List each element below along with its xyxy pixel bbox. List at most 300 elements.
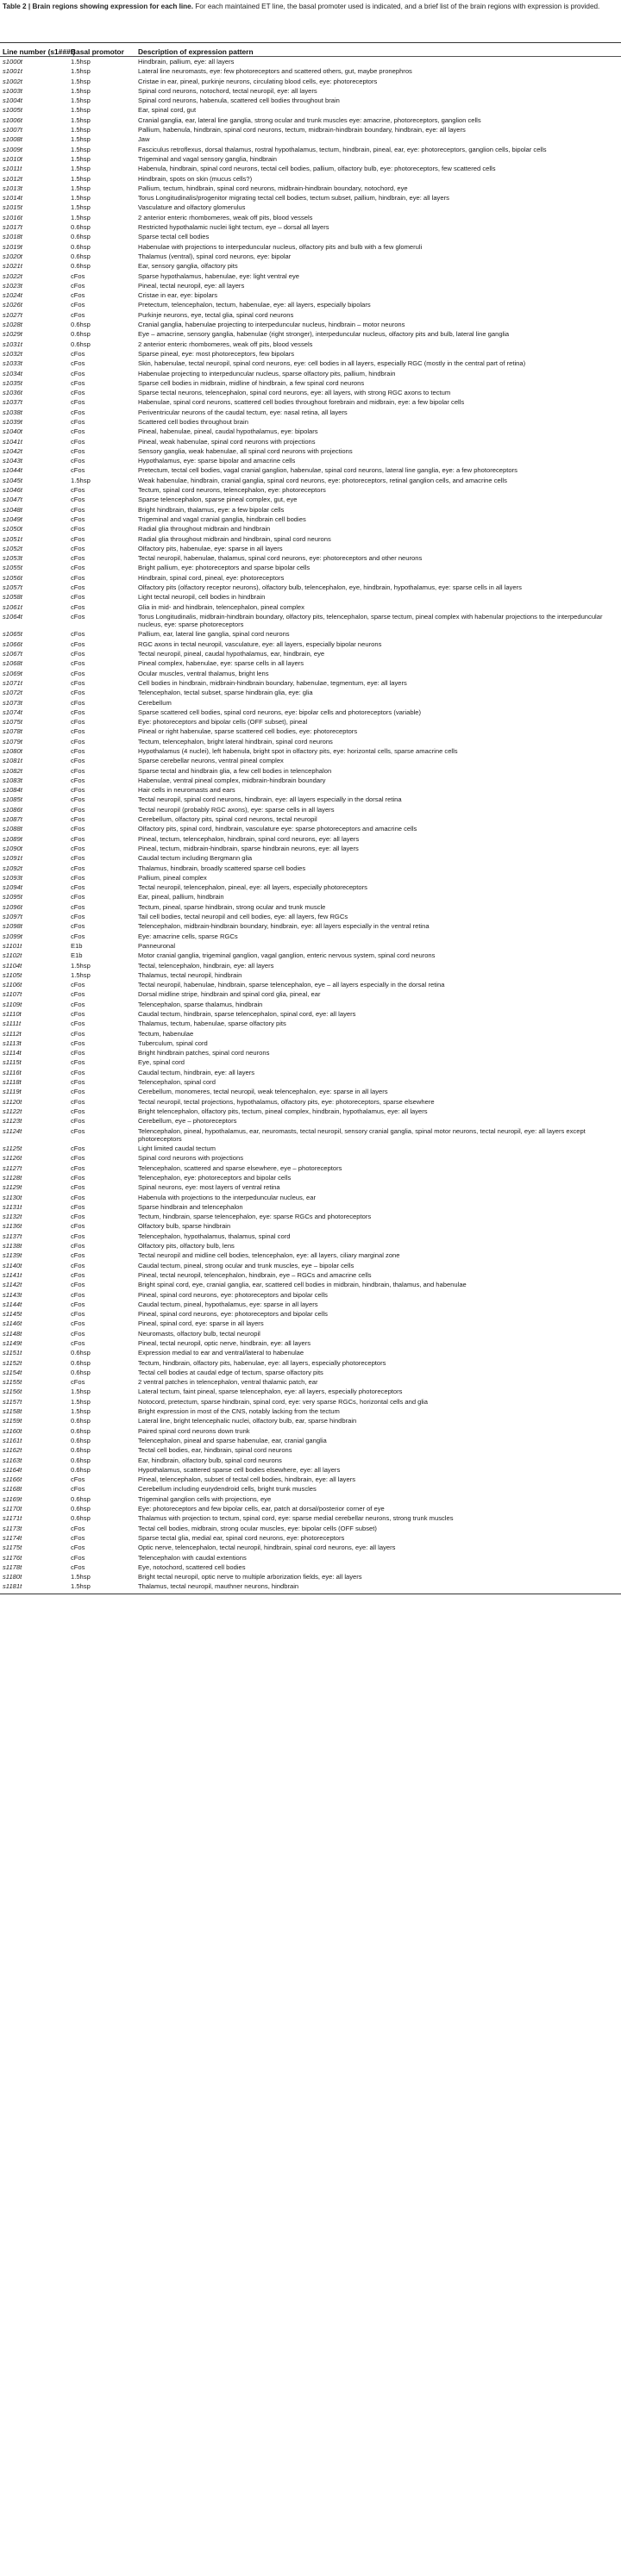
line-number-cell: s1058t bbox=[3, 593, 22, 602]
line-number-cell: s1067t bbox=[3, 650, 22, 658]
basal-promoter-cell: 1.5hsp bbox=[71, 97, 91, 105]
line-number-cell: s1091t bbox=[3, 854, 22, 863]
expression-pattern-cell: Olfactory pits, olfactory bulb, lens bbox=[138, 1242, 235, 1251]
basal-promoter-cell: cFos bbox=[71, 301, 85, 309]
basal-promoter-cell: cFos bbox=[71, 417, 85, 426]
line-number-cell: s1175t bbox=[3, 1544, 22, 1552]
table-row bbox=[0, 1251, 621, 1261]
table-row bbox=[0, 58, 621, 67]
table-row bbox=[0, 1534, 621, 1544]
expression-pattern-cell: Eye, spinal cord bbox=[138, 1058, 185, 1067]
table-row bbox=[0, 1069, 621, 1078]
expression-pattern-cell: Motor cranial ganglia, trigeminal ganglion, vagal ganglion, enteric nervous system, spinal cord neurons bbox=[138, 951, 436, 960]
table-row bbox=[0, 466, 621, 476]
line-number-cell: s1123t bbox=[3, 1117, 22, 1126]
expression-pattern-cell: Eye: photoreceptors and bipolar cells (OFF subset), pineal bbox=[138, 718, 308, 727]
table-row bbox=[0, 718, 621, 727]
table-row bbox=[0, 477, 621, 486]
expression-pattern-cell: Pallium, habenula, hindbrain, spinal cord neurons, tectum, midbrain-hindbrain boundary, hindbrain, eye: all layers bbox=[138, 126, 466, 134]
table-row bbox=[0, 1203, 621, 1213]
expression-pattern-cell: Pineal, tectum, midbrain-hindbrain, sparse hindbrain neurons, eye: all layers bbox=[138, 844, 359, 852]
expression-pattern-cell: Hindbrain, spots on skin (mucus cells?) bbox=[138, 174, 253, 183]
expression-pattern-cell: Cristae in ear, pineal, purkinje neurons, circulating blood cells, eye: photoreceptors bbox=[138, 77, 378, 85]
table-row bbox=[0, 175, 621, 184]
line-number-cell: s1166t bbox=[3, 1475, 22, 1484]
basal-promoter-cell: 1.5hsp bbox=[71, 203, 91, 212]
table-row bbox=[0, 233, 621, 242]
line-number-cell: s1104t bbox=[3, 961, 22, 970]
line-number-cell: s1008t bbox=[3, 135, 22, 144]
basal-promoter-cell: cFos bbox=[71, 1485, 85, 1494]
basal-promoter-cell: 0.6hsp bbox=[71, 252, 91, 260]
line-number-cell: s1101t bbox=[3, 941, 22, 950]
basal-promoter-cell: cFos bbox=[71, 1339, 85, 1347]
basal-promoter-cell: cFos bbox=[71, 737, 85, 745]
line-number-cell: s1169t bbox=[3, 1494, 22, 1503]
basal-promoter-cell: 1.5hsp bbox=[71, 476, 91, 484]
line-number-cell: s1024t bbox=[3, 291, 22, 300]
line-number-cell: s1061t bbox=[3, 602, 22, 611]
expression-pattern-cell: Habenula with projections to the interpeduncular nucleus, ear bbox=[138, 1193, 317, 1201]
table-row bbox=[0, 767, 621, 777]
table-row bbox=[0, 1154, 621, 1163]
expression-pattern-cell: Ear, hindbrain, olfactory bulb, spinal cord neurons bbox=[138, 1456, 282, 1464]
line-number-cell: s1022t bbox=[3, 271, 22, 280]
basal-promoter-cell: cFos bbox=[71, 1310, 85, 1319]
line-number-cell: s1093t bbox=[3, 873, 22, 882]
table-row bbox=[0, 1495, 621, 1505]
table-row bbox=[0, 613, 621, 631]
table-row bbox=[0, 311, 621, 321]
expression-pattern-cell: Pineal, tectal neuropil, optic nerve, hindbrain, eye: all layers bbox=[138, 1339, 311, 1347]
basal-promoter-cell: cFos bbox=[71, 1281, 85, 1289]
table-row bbox=[0, 496, 621, 505]
expression-pattern-cell: Bright spinal cord, eye, cranial ganglia, ear, scattered cell bodies in midbrain, hindbrain, thalamus, and habenulae bbox=[138, 1281, 467, 1289]
table-row bbox=[0, 203, 621, 213]
header-rule bbox=[0, 56, 621, 57]
basal-promoter-cell: cFos bbox=[71, 1261, 85, 1269]
table-row bbox=[0, 1505, 621, 1514]
line-number-cell: s1090t bbox=[3, 844, 22, 852]
table-row bbox=[0, 1281, 621, 1290]
table-row bbox=[0, 1466, 621, 1475]
expression-pattern-cell: Habenula, hindbrain, spinal cord neurons, tectal cell bodies, pallium, olfactory bulb, eye: photoreceptors, few scattered cells bbox=[138, 165, 496, 173]
basal-promoter-cell: 1.5hsp bbox=[71, 135, 91, 144]
basal-promoter-cell: 1.5hsp bbox=[71, 106, 91, 115]
table-row bbox=[0, 1554, 621, 1563]
expression-pattern-cell: Caudal tectum including Bergmann glia bbox=[138, 854, 253, 863]
basal-promoter-cell: cFos bbox=[71, 593, 85, 602]
table-row bbox=[0, 340, 621, 350]
table-row bbox=[0, 194, 621, 203]
table-row bbox=[0, 864, 621, 874]
table-row bbox=[0, 1544, 621, 1553]
basal-promoter-cell: cFos bbox=[71, 1242, 85, 1251]
basal-promoter-cell: cFos bbox=[71, 1039, 85, 1047]
expression-pattern-cell: Tuberculum, spinal cord bbox=[138, 1039, 208, 1047]
basal-promoter-cell: 1.5hsp bbox=[71, 77, 91, 85]
basal-promoter-cell: cFos bbox=[71, 486, 85, 495]
line-number-cell: s1038t bbox=[3, 408, 22, 416]
expression-pattern-cell: Telencephalon, tectal subset, sparse hindbrain glia, eye: glia bbox=[138, 689, 313, 697]
expression-pattern-cell: Optic nerve, telencephalon, tectal neuropil, hindbrain, spinal cord neurons, eye: all layers bbox=[138, 1544, 396, 1552]
table-row bbox=[0, 1058, 621, 1068]
line-number-cell: s1174t bbox=[3, 1533, 22, 1542]
line-number-cell: s1114t bbox=[3, 1049, 22, 1057]
table-row bbox=[0, 1213, 621, 1222]
line-number-cell: s1163t bbox=[3, 1456, 22, 1464]
table-row bbox=[0, 1291, 621, 1300]
table-row bbox=[0, 1349, 621, 1358]
expression-pattern-cell: Pallium, ear, lateral line ganglia, spinal cord neurons bbox=[138, 630, 290, 639]
basal-promoter-cell: cFos bbox=[71, 1183, 85, 1192]
table-row bbox=[0, 630, 621, 639]
line-number-cell: s1130t bbox=[3, 1193, 22, 1201]
basal-promoter-cell: cFos bbox=[71, 369, 85, 377]
line-number-cell: s1152t bbox=[3, 1358, 22, 1367]
basal-promoter-cell: cFos bbox=[71, 1544, 85, 1552]
basal-promoter-cell: 1.5hsp bbox=[71, 165, 91, 173]
line-number-cell: s1020t bbox=[3, 252, 22, 260]
expression-pattern-cell: Thalamus (ventral), spinal cord neurons, eye: bipolar bbox=[138, 252, 292, 260]
expression-pattern-cell: Cerebellum, olfactory pits, spinal cord neurons, tectal neuropil bbox=[138, 815, 317, 824]
basal-promoter-cell: cFos bbox=[71, 408, 85, 416]
expression-pattern-cell: Neuromasts, olfactory bulb, tectal neuropil bbox=[138, 1329, 260, 1338]
line-number-cell: s1017t bbox=[3, 223, 22, 232]
basal-promoter-cell: cFos bbox=[71, 786, 85, 795]
basal-promoter-cell: cFos bbox=[71, 1475, 85, 1484]
line-number-cell: s1110t bbox=[3, 1010, 22, 1018]
expression-pattern-cell: Sparse hypothalamus, habenulae, eye: light ventral eye bbox=[138, 271, 300, 280]
table-row bbox=[0, 1020, 621, 1029]
line-number-cell: s1046t bbox=[3, 486, 22, 495]
expression-pattern-cell: Tail cell bodies, tectal neuropil and cell bodies, eye: all layers, few RGCs bbox=[138, 913, 348, 921]
expression-pattern-cell: Vasculature and olfactory glomerulus bbox=[138, 203, 246, 212]
expression-pattern-cell: Pineal, spinal cord, eye: sparse in all layers bbox=[138, 1319, 264, 1328]
line-number-cell: s1164t bbox=[3, 1465, 22, 1474]
basal-promoter-cell: cFos bbox=[71, 427, 85, 436]
line-number-cell: s1148t bbox=[3, 1329, 22, 1338]
expression-pattern-cell: RGC axons in tectal neuropil, vasculature, eye: all layers, especially bipolar neurons bbox=[138, 639, 382, 648]
expression-pattern-cell: Caudal tectum, hindbrain, sparse telencephalon, spinal cord, eye: all layers bbox=[138, 1010, 356, 1018]
expression-pattern-cell: Pallium, tectum, hindbrain, spinal cord neurons, midbrain-hindbrain boundary, notochord, eye bbox=[138, 184, 408, 192]
basal-promoter-cell: cFos bbox=[71, 437, 85, 446]
table-row bbox=[0, 708, 621, 718]
table-row bbox=[0, 564, 621, 573]
line-number-cell: s1023t bbox=[3, 281, 22, 290]
expression-pattern-cell: Sparse hindbrain and telencephalon bbox=[138, 1202, 243, 1211]
table-row bbox=[0, 291, 621, 301]
expression-pattern-cell: Eye, notochord, scattered cell bodies bbox=[138, 1562, 246, 1571]
expression-pattern-cell: Tectal neuropil and midline cell bodies, telencephalon, eye: all layers, ciliary marginal zone bbox=[138, 1251, 400, 1260]
basal-promoter-cell: cFos bbox=[71, 805, 85, 814]
basal-promoter-cell: cFos bbox=[71, 378, 85, 387]
basal-promoter-cell: 1.5hsp bbox=[71, 126, 91, 134]
line-number-cell: s1032t bbox=[3, 349, 22, 358]
table-row bbox=[0, 1437, 621, 1446]
expression-pattern-cell: Glia in mid- and hindbrain, telencephalon, pineal complex bbox=[138, 602, 304, 611]
table-row bbox=[0, 116, 621, 126]
table-row bbox=[0, 282, 621, 291]
table-row bbox=[0, 486, 621, 496]
basal-promoter-cell: cFos bbox=[71, 573, 85, 582]
basal-promoter-cell: cFos bbox=[71, 496, 85, 504]
basal-promoter-cell: E1b bbox=[71, 941, 83, 950]
expression-pattern-cell: Habenulae with projections to interpeduncular nucleus, olfactory pits and bulb with a few glomeruli bbox=[138, 242, 423, 251]
expression-pattern-cell: Pineal complex, habenulae, eye: sparse cells in all layers bbox=[138, 659, 304, 668]
table-row bbox=[0, 350, 621, 359]
line-number-cell: s1033t bbox=[3, 359, 22, 368]
expression-table bbox=[0, 58, 621, 1593]
line-number-cell: s1078t bbox=[3, 727, 22, 736]
basal-promoter-cell: cFos bbox=[71, 1049, 85, 1057]
basal-promoter-cell: cFos bbox=[71, 883, 85, 892]
table-row bbox=[0, 1359, 621, 1369]
line-number-cell: s1004t bbox=[3, 97, 22, 105]
expression-pattern-cell: Hypothalamus, eye: sparse bipolar and amacrine cells bbox=[138, 457, 296, 465]
expression-pattern-cell: Tectal neuropil, spinal cord neurons, hindbrain, eye: all layers especially in the dorsal retina bbox=[138, 795, 402, 804]
expression-pattern-cell: Lateral line, bright telencephalic nuclei, olfactory bulb, ear, sparse hindbrain bbox=[138, 1417, 357, 1425]
basal-promoter-cell: cFos bbox=[71, 746, 85, 755]
line-number-cell: s1139t bbox=[3, 1251, 22, 1260]
line-number-cell: s1036t bbox=[3, 389, 22, 397]
basal-promoter-cell: cFos bbox=[71, 1270, 85, 1279]
line-number-cell: s1040t bbox=[3, 427, 22, 436]
basal-promoter-cell: cFos bbox=[71, 612, 85, 621]
expression-pattern-cell: Sparse cerebellar neurons, ventral pineal complex bbox=[138, 757, 284, 765]
line-number-cell: s1171t bbox=[3, 1514, 22, 1523]
line-number-cell: s1142t bbox=[3, 1281, 22, 1289]
basal-promoter-cell: cFos bbox=[71, 795, 85, 804]
basal-promoter-cell: cFos bbox=[71, 271, 85, 280]
line-number-cell: s1072t bbox=[3, 689, 22, 697]
table-row bbox=[0, 146, 621, 155]
table-row bbox=[0, 214, 621, 223]
expression-pattern-cell: Ear, spinal cord, gut bbox=[138, 106, 197, 115]
expression-pattern-cell: Tectal neuropil, tectal projections, hypothalamus, olfactory pits, eye: photoreceptors, sparse elsewhere bbox=[138, 1097, 435, 1106]
expression-pattern-cell: Olfactory pits (olfactory receptor neurons), olfactory bulb, telencephalon, eye, hindbrain, hypothalamus, eye: sparse cells in all layers bbox=[138, 583, 522, 592]
line-number-cell: s1144t bbox=[3, 1300, 22, 1308]
line-number-cell: s1105t bbox=[3, 970, 22, 979]
basal-promoter-cell: 1.5hsp bbox=[71, 970, 91, 979]
table-row bbox=[0, 184, 621, 194]
line-number-cell: s1015t bbox=[3, 203, 22, 212]
basal-promoter-cell: cFos bbox=[71, 1232, 85, 1240]
line-number-cell: s1049t bbox=[3, 515, 22, 523]
basal-promoter-cell: cFos bbox=[71, 1010, 85, 1018]
expression-pattern-cell: Hair cells in neuromasts and ears bbox=[138, 786, 235, 795]
line-number-cell: s1119t bbox=[3, 1088, 22, 1096]
table-row bbox=[0, 165, 621, 174]
line-number-cell: s1002t bbox=[3, 77, 22, 85]
expression-pattern-cell: Habenulae projecting to interpeduncular nucleus, sparse olfactory pits, pallium, hindbrain bbox=[138, 369, 396, 377]
expression-pattern-cell: Hypothalamus, scattered sparse cell bodies elsewhere, eye: all layers bbox=[138, 1465, 341, 1474]
line-number-cell: s1143t bbox=[3, 1290, 22, 1299]
basal-promoter-cell: cFos bbox=[71, 1213, 85, 1221]
basal-promoter-cell: cFos bbox=[71, 281, 85, 290]
expression-pattern-cell: Expression medial to ear and ventral/lateral to habenulae bbox=[138, 1349, 304, 1357]
caption-text: For each maintained ET line, the basal promoter used is indicated, and a brief list of the brain regions with expression is provided. bbox=[192, 3, 600, 10]
basal-promoter-cell: 1.5hsp bbox=[71, 154, 91, 163]
expression-pattern-cell: Telencephalon, scattered and sparse elsewhere, eye – photoreceptors bbox=[138, 1163, 342, 1172]
table-row bbox=[0, 593, 621, 602]
line-number-cell: s1018t bbox=[3, 233, 22, 241]
basal-promoter-cell: cFos bbox=[71, 815, 85, 824]
line-number-cell: s1041t bbox=[3, 437, 22, 446]
line-number-cell: s1161t bbox=[3, 1436, 22, 1444]
expression-pattern-cell: Pineal, tectal neuropil, telencephalon, hindbrain, eye – RGCs and amacrine cells bbox=[138, 1270, 372, 1279]
line-number-cell: s1151t bbox=[3, 1349, 22, 1357]
line-number-cell: s1027t bbox=[3, 310, 22, 319]
basal-promoter-cell: 0.6hsp bbox=[71, 1446, 91, 1455]
table-row bbox=[0, 1310, 621, 1319]
expression-pattern-cell: Tectum, pineal, sparse hindbrain, strong ocular and trunk muscle bbox=[138, 902, 326, 911]
expression-pattern-cell: Cerebellum bbox=[138, 698, 172, 707]
basal-promoter-cell: cFos bbox=[71, 1290, 85, 1299]
table-row bbox=[0, 272, 621, 282]
table-row bbox=[0, 321, 621, 330]
expression-pattern-cell: Caudal tectum, pineal, hypothalamus, eye: sparse in all layers bbox=[138, 1300, 318, 1308]
expression-pattern-cell: Habenulae, ventral pineal complex, midbrain-hindbrain boundary bbox=[138, 776, 326, 784]
basal-promoter-cell: cFos bbox=[71, 1088, 85, 1096]
expression-pattern-cell: Thalamus, tectum, habenulae, sparse olfactory pits bbox=[138, 1020, 286, 1028]
basal-promoter-cell: 1.5hsp bbox=[71, 86, 91, 95]
basal-promoter-cell: 1.5hsp bbox=[71, 58, 91, 65]
table-row bbox=[0, 1563, 621, 1573]
table-row bbox=[0, 874, 621, 883]
basal-promoter-cell: 1.5hsp bbox=[71, 213, 91, 221]
expression-pattern-cell: Purkinje neurons, eye, tectal glia, spinal cord neurons bbox=[138, 310, 294, 319]
basal-promoter-cell: cFos bbox=[71, 1107, 85, 1115]
expression-pattern-cell: Olfactory pits, habenulae, eye: sparse in all layers bbox=[138, 544, 283, 552]
table-row bbox=[0, 155, 621, 165]
table-row bbox=[0, 438, 621, 447]
table-row bbox=[0, 1030, 621, 1039]
expression-pattern-cell: Panneuronal bbox=[138, 941, 176, 950]
line-number-cell: s1112t bbox=[3, 1029, 22, 1038]
basal-promoter-cell: cFos bbox=[71, 1154, 85, 1163]
table-row bbox=[0, 1369, 621, 1378]
basal-promoter-cell: cFos bbox=[71, 554, 85, 563]
table-row bbox=[0, 97, 621, 106]
basal-promoter-cell: cFos bbox=[71, 1319, 85, 1328]
basal-promoter-cell: 1.5hsp bbox=[71, 1388, 91, 1396]
expression-pattern-cell: Tectal cell bodies, ear, hindbrain, spinal cord neurons bbox=[138, 1446, 292, 1455]
table-row bbox=[0, 457, 621, 466]
expression-pattern-cell: Scattered cell bodies throughout brain bbox=[138, 417, 248, 426]
table-row bbox=[0, 1319, 621, 1329]
table-row bbox=[0, 1407, 621, 1417]
expression-pattern-cell: Bright hindbrain, thalamus, eye: a few bipolar cells bbox=[138, 505, 285, 514]
table-row bbox=[0, 854, 621, 864]
basal-promoter-cell: 1.5hsp bbox=[71, 961, 91, 970]
table-row bbox=[0, 583, 621, 593]
table-row bbox=[0, 1398, 621, 1407]
table-row bbox=[0, 1127, 621, 1145]
table-row bbox=[0, 359, 621, 369]
expression-pattern-cell: Spinal neurons, eye: most layers of ventral retina bbox=[138, 1183, 280, 1192]
line-number-cell: s1095t bbox=[3, 893, 22, 901]
table-row bbox=[0, 727, 621, 737]
table-row bbox=[0, 747, 621, 757]
basal-promoter-cell: cFos bbox=[71, 1300, 85, 1308]
table-row bbox=[0, 1001, 621, 1010]
table-row bbox=[0, 427, 621, 437]
table-row bbox=[0, 738, 621, 747]
expression-pattern-cell: Telencephalon, midbrain-hindbrain boundary, hindbrain, eye: all layers especially in the ventral retina bbox=[138, 922, 430, 931]
expression-pattern-cell: Olfactory bulb, sparse hindbrain bbox=[138, 1222, 231, 1231]
line-number-cell: s1111t bbox=[3, 1020, 22, 1028]
expression-pattern-cell: Cerebellum, monomeres, tectal neuropil, weak telencephalon, eye: sparse in all layers bbox=[138, 1088, 388, 1096]
expression-pattern-cell: Caudal tectum, pineal, strong ocular and trunk muscles, eye – bipolar cells bbox=[138, 1261, 354, 1269]
table-row bbox=[0, 640, 621, 650]
line-number-cell: s1071t bbox=[3, 678, 22, 687]
line-number-cell: s1115t bbox=[3, 1058, 22, 1067]
basal-promoter-cell: cFos bbox=[71, 669, 85, 677]
expression-pattern-cell: Tectal neuropil, telencephalon, pineal, eye: all layers, especially photoreceptors bbox=[138, 883, 367, 892]
line-number-cell: s1159t bbox=[3, 1417, 22, 1425]
table-row bbox=[0, 379, 621, 389]
line-number-cell: s1180t bbox=[3, 1573, 22, 1581]
line-number-cell: s1156t bbox=[3, 1388, 22, 1396]
header-expression-pattern: Description of expression pattern bbox=[138, 47, 254, 56]
expression-pattern-cell: Telencephalon, hypothalamus, thalamus, spinal cord bbox=[138, 1232, 291, 1240]
table-row bbox=[0, 777, 621, 786]
table-row bbox=[0, 135, 621, 145]
basal-promoter-cell: 0.6hsp bbox=[71, 1514, 91, 1523]
expression-pattern-cell: Pineal, weak habenulae, spinal cord neurons with projections bbox=[138, 437, 316, 446]
line-number-cell: s1109t bbox=[3, 1000, 22, 1008]
line-number-cell: s1120t bbox=[3, 1097, 22, 1106]
table-row bbox=[0, 1232, 621, 1242]
expression-pattern-cell: Sensory ganglia, weak habenulae, all spinal cord neurons with projections bbox=[138, 446, 353, 455]
line-number-cell: s1168t bbox=[3, 1485, 22, 1494]
expression-pattern-cell: Pineal, tectum, telencephalon, hindbrain, spinal cord neurons, eye: all layers bbox=[138, 834, 360, 843]
table-row bbox=[0, 126, 621, 135]
basal-promoter-cell: cFos bbox=[71, 659, 85, 668]
line-number-cell: s1173t bbox=[3, 1524, 22, 1532]
line-number-cell: s1055t bbox=[3, 564, 22, 572]
table-row bbox=[0, 87, 621, 97]
basal-promoter-cell: 0.6hsp bbox=[71, 1456, 91, 1464]
table-row bbox=[0, 757, 621, 766]
basal-promoter-cell: cFos bbox=[71, 893, 85, 901]
expression-pattern-cell: Cell bodies in hindbrain, midbrain-hindbrain boundary, habenulae, tegmentum, eye: all layers bbox=[138, 678, 407, 687]
basal-promoter-cell: cFos bbox=[71, 639, 85, 648]
table-row bbox=[0, 1475, 621, 1485]
expression-pattern-cell: Telencephalon, pineal, hypothalamus, ear, neuromasts, tectal neuropil, sensory cranial ganglia, spinal motor neurons, tectal neuropil, eye: all layers except photoreceptors bbox=[138, 1126, 586, 1143]
line-number-cell: s1079t bbox=[3, 737, 22, 745]
expression-pattern-cell: Sparse telencephalon, sparse pineal complex, gut, eye bbox=[138, 496, 298, 504]
expression-pattern-cell: Sparse cell bodies in midbrain, midline of hindbrain, a few spinal cord neurons bbox=[138, 378, 365, 387]
table-row bbox=[0, 574, 621, 583]
line-number-cell: s1131t bbox=[3, 1202, 22, 1211]
expression-pattern-cell: Pretectum, telencephalon, tectum, habenulae, eye: all layers, especially bipolars bbox=[138, 301, 371, 309]
expression-pattern-cell: Pineal, spinal cord neurons, eye: photoreceptors and bipolar cells bbox=[138, 1310, 328, 1319]
basal-promoter-cell: cFos bbox=[71, 727, 85, 736]
expression-pattern-cell: Sparse tectal glia, medial ear, spinal cord neurons, eye: photoreceptors bbox=[138, 1533, 345, 1542]
table-row bbox=[0, 806, 621, 815]
basal-promoter-cell: 0.6hsp bbox=[71, 1505, 91, 1513]
expression-pattern-cell: Spinal cord neurons, habenula, scattered cell bodies throughout brain bbox=[138, 97, 340, 105]
basal-promoter-cell: cFos bbox=[71, 1329, 85, 1338]
basal-promoter-cell: 1.5hsp bbox=[71, 115, 91, 124]
basal-promoter-cell: cFos bbox=[71, 446, 85, 455]
table-row bbox=[0, 1300, 621, 1310]
basal-promoter-cell: cFos bbox=[71, 776, 85, 784]
table-row bbox=[0, 1222, 621, 1232]
expression-pattern-cell: Sparse pineal, eye: most photoreceptors, few bipolars bbox=[138, 349, 295, 358]
